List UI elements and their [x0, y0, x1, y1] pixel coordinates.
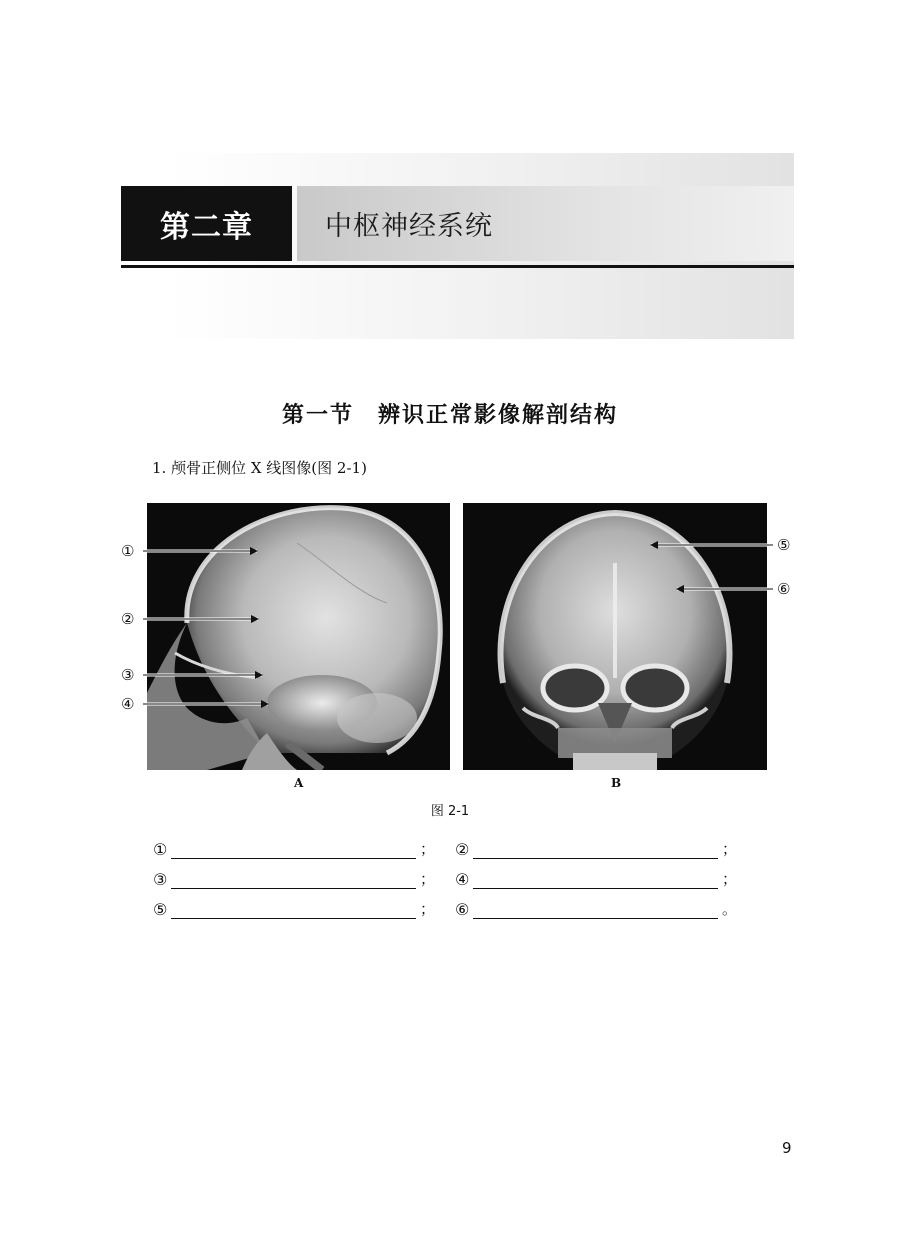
- question-text: 1. 颅骨正侧位 X 线图像(图 2-1): [152, 459, 367, 477]
- answer-number: ②: [455, 840, 470, 859]
- panel-a-label: A: [294, 776, 304, 790]
- marker-4: ④: [121, 695, 135, 713]
- answer-blank-6[interactable]: [473, 900, 718, 919]
- page-number: 9: [782, 1139, 792, 1157]
- answer-blank-5[interactable]: [171, 900, 416, 919]
- section-heading: 第一节 辨识正常影像解剖结构: [281, 402, 618, 428]
- answer-row-1: [153, 838, 435, 859]
- answer-blank-1[interactable]: [171, 840, 416, 859]
- answer-punctuation: ；: [420, 870, 436, 888]
- marker-2: ②: [121, 610, 135, 628]
- answer-punctuation: ；: [420, 900, 436, 918]
- marker-6: ⑥: [777, 580, 791, 598]
- answer-punctuation: 。: [722, 900, 738, 918]
- answer-number: ⑤: [153, 900, 168, 919]
- answer-row-2: [455, 838, 737, 859]
- marker-3: ③: [121, 666, 135, 684]
- answer-punctuation: ；: [722, 870, 738, 888]
- answer-number: ③: [153, 870, 168, 889]
- answer-blank-3[interactable]: [171, 870, 416, 889]
- marker-1: ①: [121, 542, 135, 560]
- answer-punctuation: ；: [722, 840, 738, 858]
- chapter-title: 中枢神经系统: [297, 186, 794, 261]
- panel-b-label: B: [611, 776, 622, 790]
- answer-number: ⑥: [455, 900, 470, 919]
- answer-blank-2[interactable]: [473, 840, 718, 859]
- chapter-number: 第二章: [121, 186, 292, 261]
- answer-blank-4[interactable]: [473, 870, 718, 889]
- answer-number: ④: [455, 870, 470, 889]
- answer-row-5: [153, 898, 435, 919]
- answer-row-4: [455, 868, 737, 889]
- answer-row-6: [455, 898, 737, 919]
- answer-number: ①: [153, 840, 168, 859]
- marker-5: ⑤: [777, 536, 791, 554]
- answer-punctuation: ；: [420, 840, 436, 858]
- answer-row-3: [153, 868, 435, 889]
- figure-caption: 图 2-1: [430, 804, 470, 819]
